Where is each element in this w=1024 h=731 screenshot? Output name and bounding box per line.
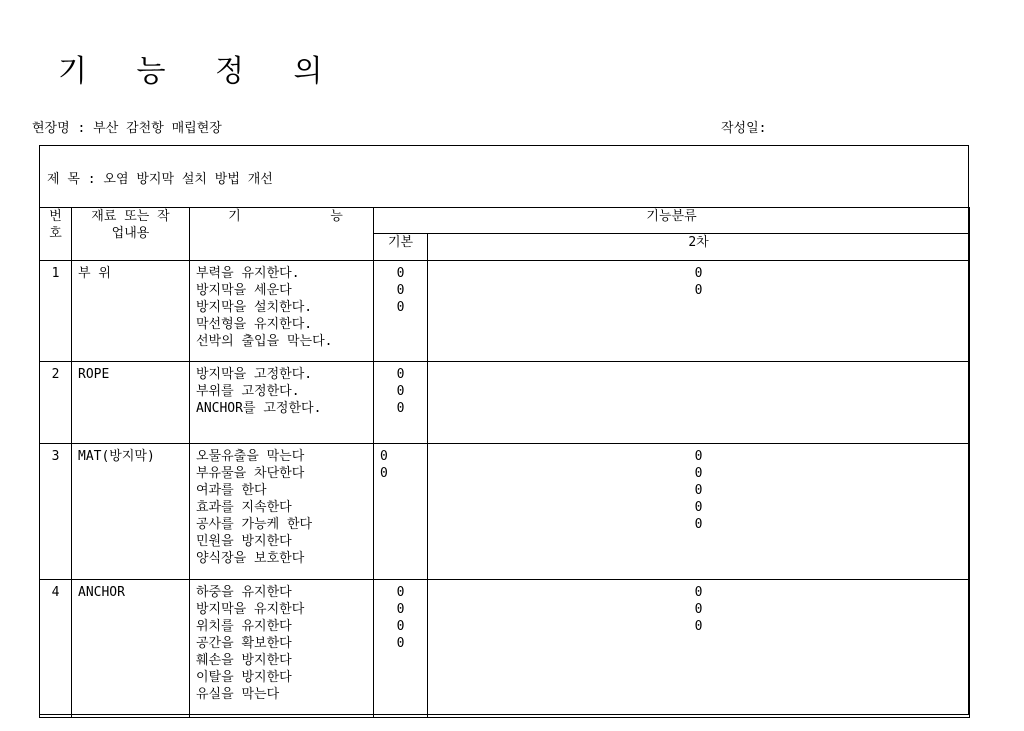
header-function-char-2: 능 [330,209,343,224]
row-material: MAT(방지막) [72,444,190,580]
row-basic [374,261,428,362]
second-mark: 0 [694,283,703,298]
header-number-line-1: 번 [49,209,62,224]
function-item: 오물유출을 막는다 [196,449,305,464]
table-row [40,261,970,362]
second-mark: 0 [694,500,703,515]
header-material [72,208,190,261]
function-item: 이탈을 방지한다 [196,670,292,685]
second-mark: 0 [694,266,703,281]
function-item: 하중을 유지한다 [196,585,292,600]
header-material-line-2: 업내용 [111,226,150,241]
header-function-char-1: 기 [228,209,241,224]
row-number: 3 [40,444,72,580]
header-row-1 [40,208,970,234]
function-item: 민원을 방지한다 [196,534,292,549]
function-item: 여과를 한다 [196,483,267,498]
function-item: 막선형을 유지한다. [196,317,313,332]
function-table [39,207,970,718]
basic-mark: 0 [396,300,405,315]
function-item: 위치를 유지한다 [196,619,292,634]
basic-mark: 0 [396,585,405,600]
header-number [40,208,72,261]
page-title: 기 능 정 의 [58,54,343,89]
row-material: 부 위 [72,261,190,362]
created-date-label: 작성일: [721,121,767,136]
row-number: 1 [40,261,72,362]
basic-mark: 0 [396,367,405,382]
function-item: 유실을 막는다 [196,687,280,702]
function-item: 부위를 고정한다. [196,384,300,399]
row-material: ROPE [72,362,190,444]
second-mark: 0 [694,466,703,481]
function-item: 훼손을 방지한다 [196,653,292,668]
basic-mark: 0 [396,636,405,651]
basic-mark: 0 [396,401,405,416]
function-item: 부력을 유지한다. [196,266,300,281]
basic-mark: 0 [396,602,405,617]
row-number: 4 [40,580,72,718]
function-item: 공간을 확보한다 [196,636,292,651]
row-functions [190,580,374,718]
basic-mark: 0 [380,449,388,464]
second-mark: 0 [694,585,703,600]
second-mark: 0 [694,517,703,532]
second-mark: 0 [694,602,703,617]
function-item: 방지막을 설치한다. [196,300,313,315]
row-number: 2 [40,362,72,444]
basic-mark: 0 [396,266,405,281]
function-item: 양식장을 보호한다 [196,551,305,566]
basic-mark: 0 [396,384,405,399]
header-number-line-2: 호 [49,226,62,241]
function-item: ANCHOR를 고정한다. [196,401,322,416]
subject-label: 제 목 : 오염 방지막 설치 방법 개선 [47,172,273,187]
table-row [40,444,970,580]
basic-mark: 0 [396,619,405,634]
second-mark: 0 [694,619,703,634]
row-functions [190,444,374,580]
row-second [428,580,970,718]
second-mark: 0 [694,483,703,498]
site-name-label: 현장명 : 부산 감천항 매립현장 [32,121,222,136]
function-item: 방지막을 세운다 [196,283,292,298]
table-row [40,362,970,444]
basic-mark: 0 [396,283,405,298]
row-basic [374,444,428,580]
function-item: 효과를 지속한다 [196,500,292,515]
table-row [40,580,970,718]
header-basic: 기본 [374,234,428,261]
function-item: 방지막을 유지한다 [196,602,305,617]
row-second [428,444,970,580]
row-functions [190,261,374,362]
second-mark: 0 [694,449,703,464]
header-material-line-1: 재료 또는 작 [91,209,170,224]
row-basic [374,362,428,444]
header-second: 2차 [428,234,970,261]
row-functions [190,362,374,444]
row-basic [374,580,428,718]
header-function [190,208,374,261]
header-classification: 기능분류 [374,208,970,234]
basic-mark: 0 [380,466,388,481]
row-second [428,362,970,444]
function-item: 공사를 가능케 한다 [196,517,313,532]
function-item: 부유물을 차단한다 [196,466,305,481]
function-item: 방지막을 고정한다. [196,367,313,382]
function-item: 선박의 출입을 막는다. [196,334,333,349]
row-second [428,261,970,362]
row-material: ANCHOR [72,580,190,718]
